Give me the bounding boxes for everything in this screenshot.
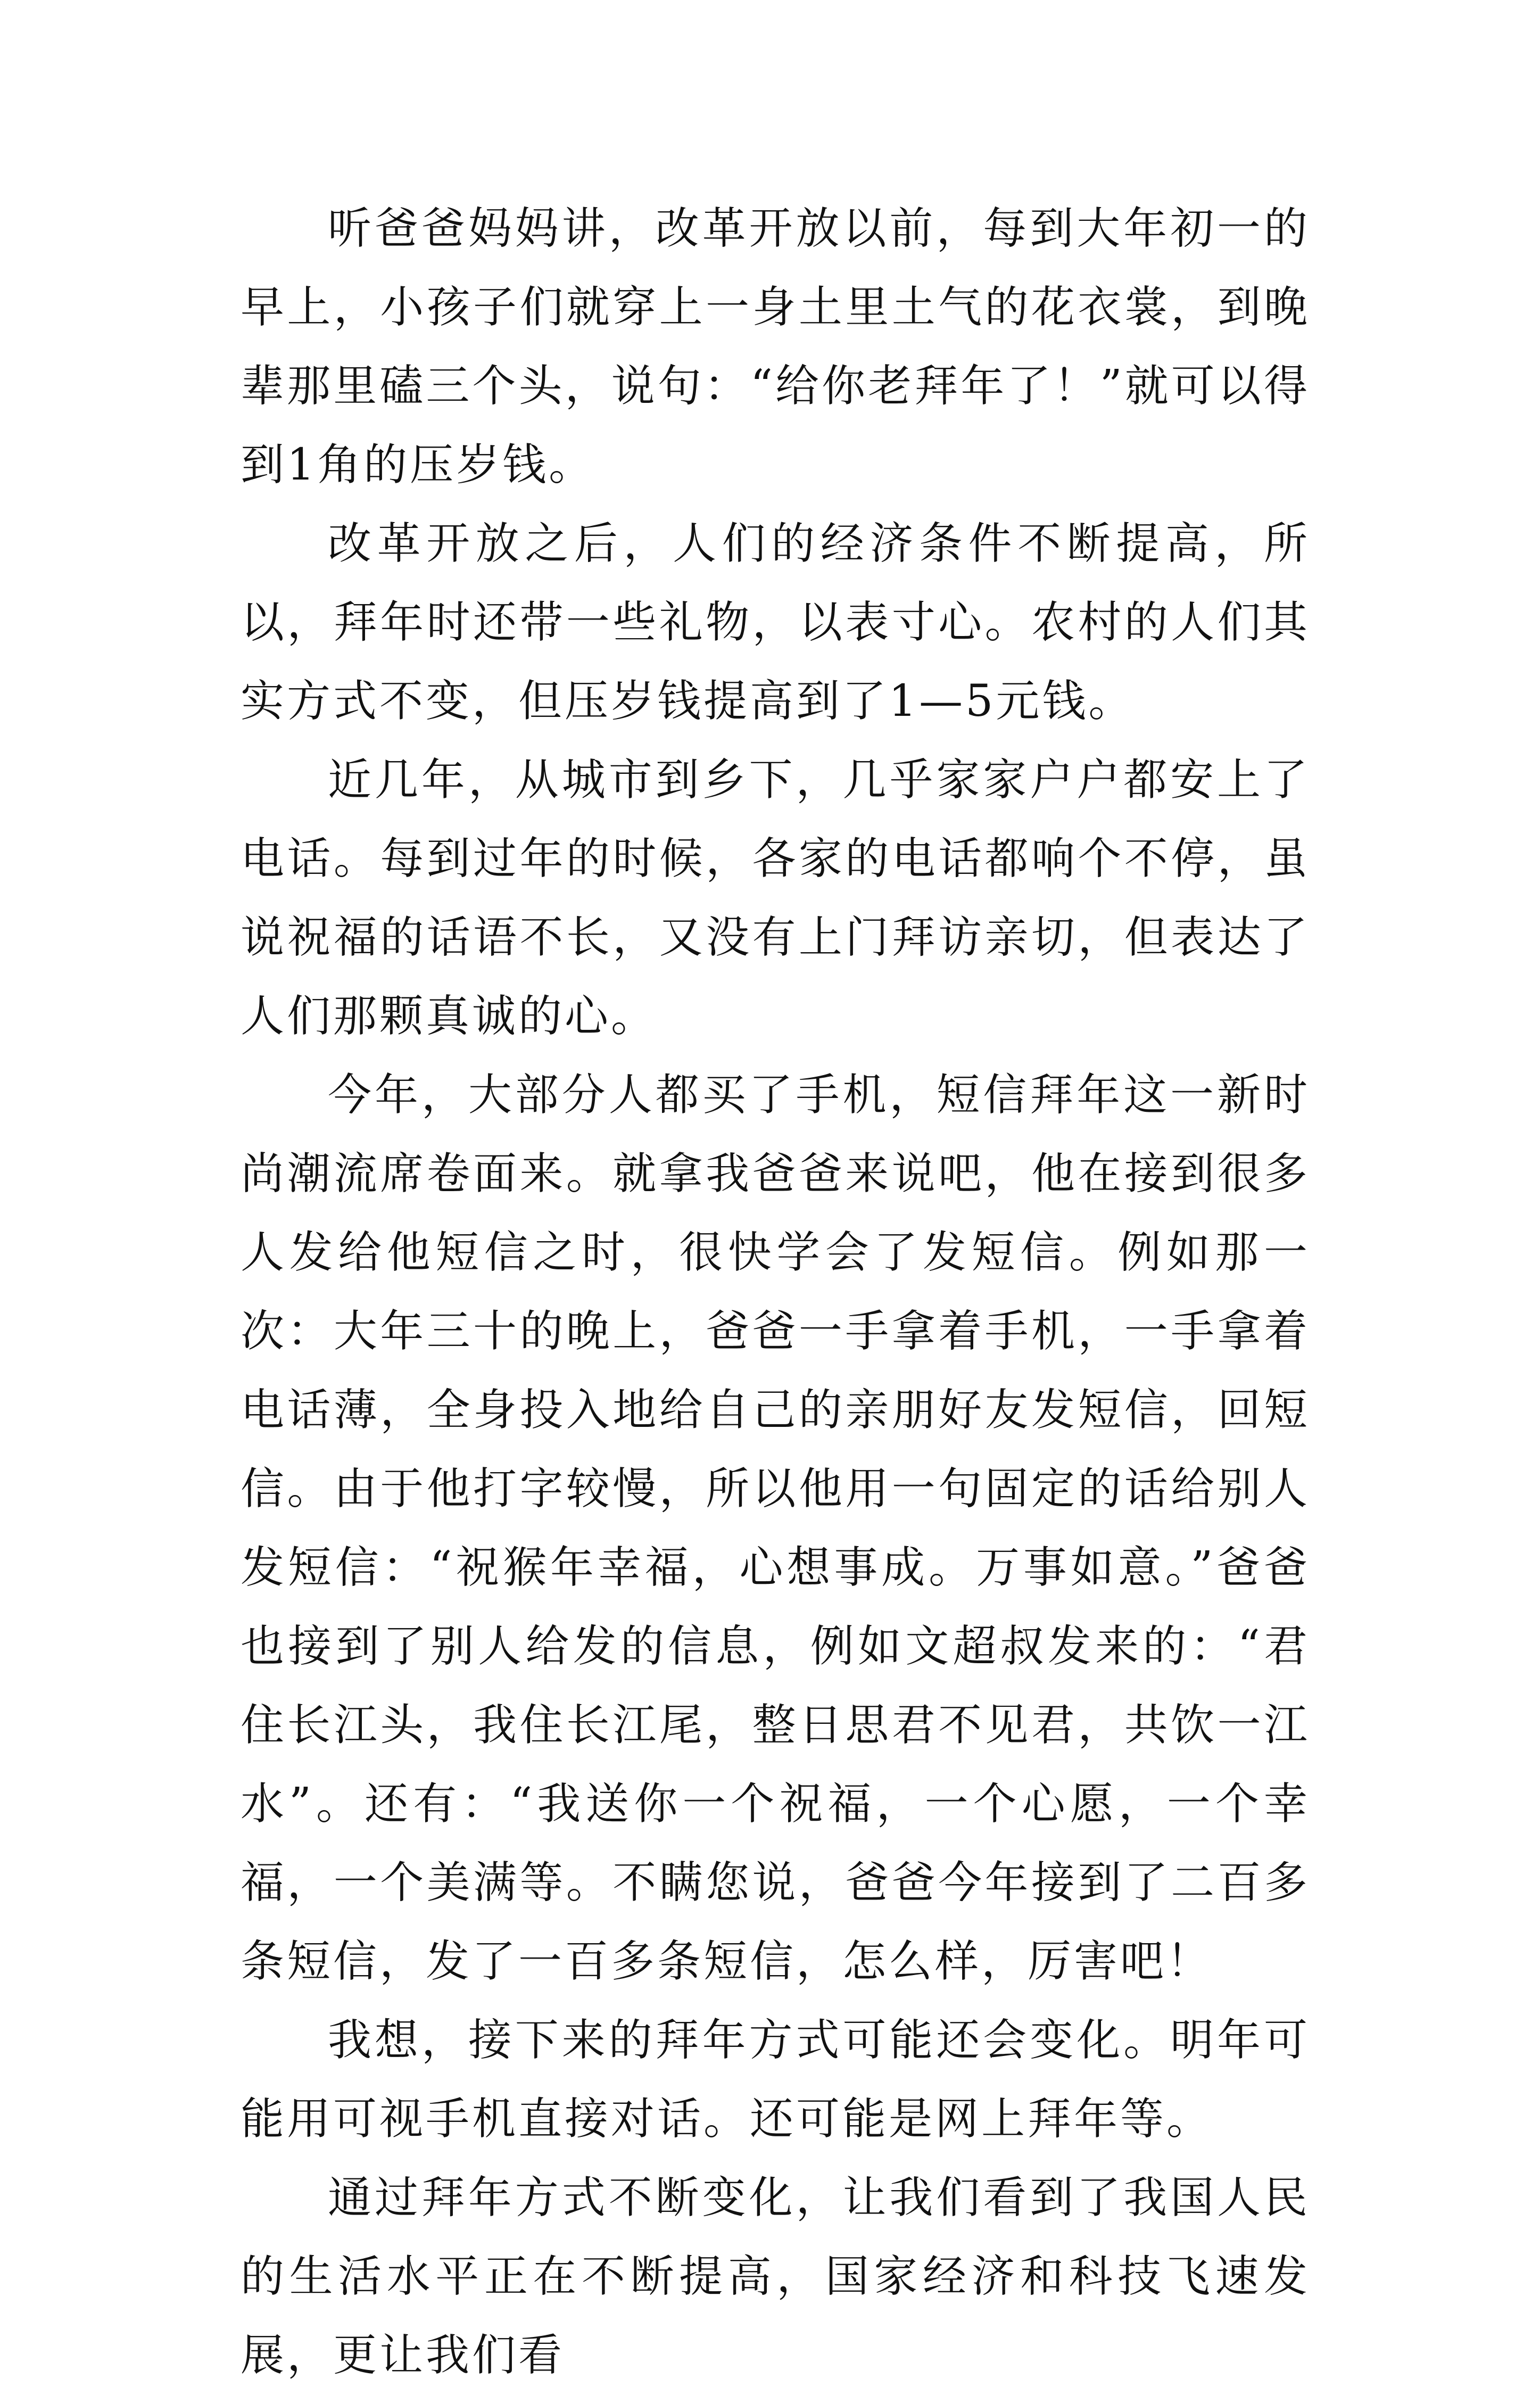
document-body xyxy=(241,189,1310,2395)
paragraph-3: 近几年，从城市到乡下，几乎家家户户都安上了电话。每到过年的时候，各家的电话都响个不停，虽说祝福的话语不长，又没有上门拜访亲切，但表达了人们那颗真诚的心。 xyxy=(241,755,1310,1042)
paragraph-5: 我想，接下来的拜年方式可能还会变化。明年可能用可视手机直接对话。还可能是网上拜年等。 xyxy=(241,2015,1310,2144)
paragraph-6: 通过拜年方式不断变化，让我们看到了我国人民的生活水平正在不断提高，国家经济和科技飞速发展，更让我们看 xyxy=(241,2173,1310,2381)
paragraph-1: 听爸爸妈妈讲，改革开放以前，每到大年初一的早上，小孩子们就穿上一身土里土气的花衣裳，到晚辈那里磕三个头，说句：“给你老拜年了！”就可以得到1角的压岁钱。 xyxy=(241,203,1310,490)
paragraph-2: 改革开放之后，人们的经济条件不断提高，所以，拜年时还带一些礼物，以表寸心。农村的人们其实方式不变，但压岁钱提高到了1—5元钱。 xyxy=(241,518,1310,726)
paragraph-4: 今年，大部分人都买了手机，短信拜年这一新时尚潮流席卷面来。就拿我爸爸来说吧，他在接到很多人发给他短信之时，很快学会了发短信。例如那一次：大年三十的晚上，爸爸一手拿着手机，一手拿着电话薄，全身投入地给自己的亲朋好友发短信，回短信。由于他打字较慢，所以他用一句固定的话给别人发短信：“祝猴年幸福，心想事成。万事如意。”爸爸也接到了别人给发的信息，例如文超叔发来的：“君住长江头，我住长江尾，整日思君不见君，共饮一江水”。还有：“我送你一个祝福，一个心愿，一个幸福，一个美满等。不瞒您说，爸爸今年接到了二百多条短信，发了一百多条短信，怎么样，厉害吧！ xyxy=(241,1070,1310,1987)
